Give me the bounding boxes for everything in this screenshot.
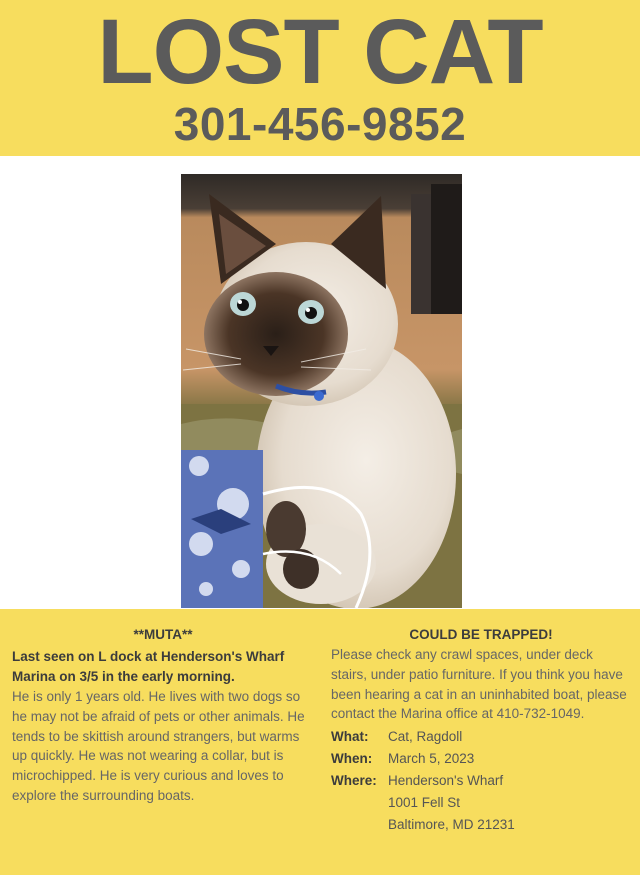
fact-when: [331, 748, 631, 770]
trapped-heading: COULD BE TRAPPED!: [409, 627, 553, 642]
page-title: LOST CAT: [97, 1, 543, 103]
where-value: Henderson's Wharf: [388, 773, 504, 789]
facts-list: [331, 726, 631, 836]
address-city: Baltimore, MD 21231: [388, 817, 515, 833]
trapped-text: Please check any crawl spaces, under deck stairs, under patio furniture. If you think you have been hearing a cat in an uninhabited boat, please contact the Marina office at 410-732-1049.: [331, 647, 627, 722]
bottom-margin: [0, 875, 640, 881]
info-panel: [0, 609, 640, 875]
when-value: March 5, 2023: [388, 751, 475, 767]
address-street: 1001 Fell St: [388, 795, 461, 811]
cat-description: He is only 1 years old. He lives with two dogs so he may not be afraid of pets or other animals. He tends to be skittish around strangers, but warms up quickly. He was not wearing a collar, but is microchipped. He is very curious and loves to explore the surrounding boats.: [12, 689, 305, 803]
what-label: What:: [331, 729, 369, 745]
cat-name-heading: **MUTA**: [133, 627, 193, 642]
last-seen-text: Last seen on L dock at Henderson's Wharf Marina on 3/5 in the early morning.: [12, 649, 285, 684]
cat-photo: [181, 174, 462, 608]
what-value: Cat, Ragdoll: [388, 729, 463, 745]
contact-phone: 301-456-9852: [173, 98, 467, 150]
fact-where: [331, 770, 631, 792]
when-label: When:: [331, 751, 373, 767]
header-banner: [0, 0, 640, 156]
cat-details: [12, 625, 314, 806]
trapped-section: [331, 625, 631, 836]
where-label: Where:: [331, 773, 377, 789]
fact-what: [331, 726, 631, 748]
